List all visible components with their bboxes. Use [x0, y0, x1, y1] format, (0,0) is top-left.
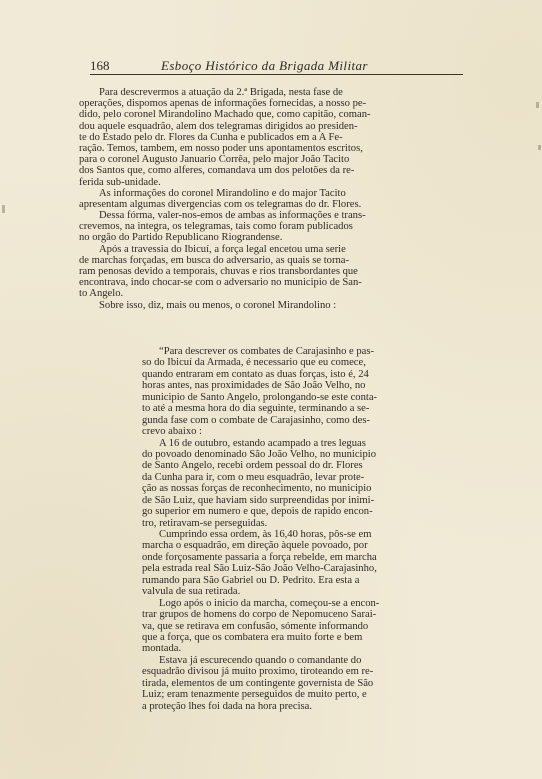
quote-line: do povoado denominado São João Velho, no municipio: [142, 448, 377, 460]
quote-line: A 16 de outubro, estando acampado a tres leguas: [159, 437, 366, 449]
text-line: Dessa fórma, valer-nos-emos de ambas as informações e trans-: [99, 210, 366, 222]
quote-line: crevo abaixo :: [142, 426, 203, 438]
quote-line: gunda fase com o combate de Carajasinho, como des-: [142, 414, 370, 426]
text-line: dos Santos que, como alferes, comandava um dos pelotões da re-: [79, 165, 355, 177]
quote-line: ção as nossas forças de reconhecimento, no municipio: [142, 483, 372, 495]
quote-line: va, que se retirava em confusão, sómente informando: [142, 620, 369, 632]
text-line: para o coronel Augusto Januario Corrêa, pelo major João Tacito: [79, 154, 350, 166]
text-line: Sobre isso, diz, mais ou menos, o coronel Mirandolino :: [99, 299, 337, 311]
text-line: de marchas forçadas, em busca do adversario, as quais se torna-: [79, 254, 350, 266]
quote-line: rumando para São Gabriel ou D. Pedrito. Era esta a: [142, 574, 360, 586]
quote-line: horas antes, nas proximidades de São João Velho, no: [142, 380, 366, 392]
text-line: As informações do coronel Mirandolino e do major Tacito: [99, 187, 346, 199]
page-header: [90, 58, 463, 75]
quote-line: de Santo Angelo, recebi ordem pessoal do dr. Flores: [142, 460, 363, 472]
block-quote: [142, 346, 454, 712]
quote-line: pela estrada real São Luiz-São João Velho-Carajasinho,: [142, 563, 377, 575]
text-line: te do Estado pelo dr. Flores da Cunha e publicados em a A Fe-: [79, 131, 343, 143]
quote-line: valvula de sua retirada.: [142, 586, 241, 598]
text-line: crevemos, na integra, os telegramas, tais como foram publicados: [79, 221, 353, 233]
text-line: no orgão do Partido Republicano Riograndense.: [79, 232, 283, 244]
quote-line: montada.: [142, 643, 182, 655]
quote-line: que a força, que os combatera era muito forte e bem: [142, 631, 363, 643]
quote-line: municipio de Santo Angelo, prolongando-se este conta-: [142, 391, 378, 403]
quote-line: marcha o esquadrão, em direção àquele povoado, por: [142, 540, 368, 552]
text-line: encontrava, indo chocar-se com o adversario no municipio de San-: [79, 277, 362, 289]
text-line: ração. Temos, tambem, em nosso poder uns apontamentos escritos,: [79, 142, 363, 154]
quote-line: esquadrão divisou já muito proximo, tiroteando em re-: [142, 666, 374, 678]
text-line: dou aquele esquadrão, alem dos telegramas dirigidos ao presiden-: [79, 120, 358, 132]
text-line: Para descrevermos a atuação da 2.ª Brigada, nesta fase de: [99, 87, 343, 98]
text-line: dido, pelo coronel Mirandolino Machado que, como capitão, coman-: [79, 109, 371, 121]
quote-line: to até a mesma hora do dia seguinte, terminando a se-: [142, 403, 370, 415]
text-line: ram penosas devido a temporais, chuvas e rios transbordantes que: [79, 266, 358, 277]
page-number: 168: [90, 58, 110, 73]
margin-mark: [538, 145, 541, 150]
quote-line: da Cunha para ir, com o meu esquadrão, levar prote-: [142, 471, 365, 483]
text-line: Após a travessia do Ibicuí, a força legal encetou uma serie: [99, 243, 346, 255]
quote-line: trar grupos de homens do corpo de Nepomuceno Sarai-: [142, 609, 377, 621]
quote-line: onde forçosamente passaria a força rebelde, em marcha: [142, 551, 377, 563]
quote-line: so do Ibicuí da Armada, é necessario que eu comece,: [142, 357, 366, 369]
quote-line: Estava já escurecendo quando o comandante do: [159, 654, 362, 666]
margin-mark: [2, 205, 5, 213]
quote-line: de São Luiz, que haviam sido surpreendidas por inimi-: [142, 494, 375, 506]
quote-line: Cumprindo essa ordem, às 16,40 horas, pôs-se em: [159, 529, 372, 540]
quote-line: go superior em numero e que, depois de rapido encon-: [142, 506, 373, 518]
quote-line: a proteção lhes foi dada na hora precisa.: [142, 700, 313, 712]
text-line: apresentam algumas divergencias com os telegramas do dr. Flores.: [79, 198, 362, 210]
quote-line: quando entraram em contato as duas forças, isto é, 24: [142, 368, 369, 380]
text-line: operações, dispomos apenas de informações fornecidas, a nosso pe-: [79, 98, 367, 110]
quote-line: tirada, elementos de um contingente governista de São: [142, 677, 374, 689]
quote-line: Logo após o inicio da marcha, começou-se a encon-: [159, 597, 380, 609]
margin-mark: [536, 102, 539, 108]
running-title: Esboço Histórico da Brigada Militar: [161, 58, 368, 73]
quote-line: tro, retiravam-se perseguidas.: [142, 517, 268, 529]
text-line: ferida sub-unidade.: [79, 176, 161, 188]
quote-line: “Para descrever os combates de Carajasinho e pas-: [159, 346, 375, 357]
quote-line: Luiz; eram tenazmente perseguidos de muito perto, e: [142, 689, 367, 701]
body-text: [79, 87, 454, 311]
text-line: to Angelo.: [79, 288, 124, 300]
